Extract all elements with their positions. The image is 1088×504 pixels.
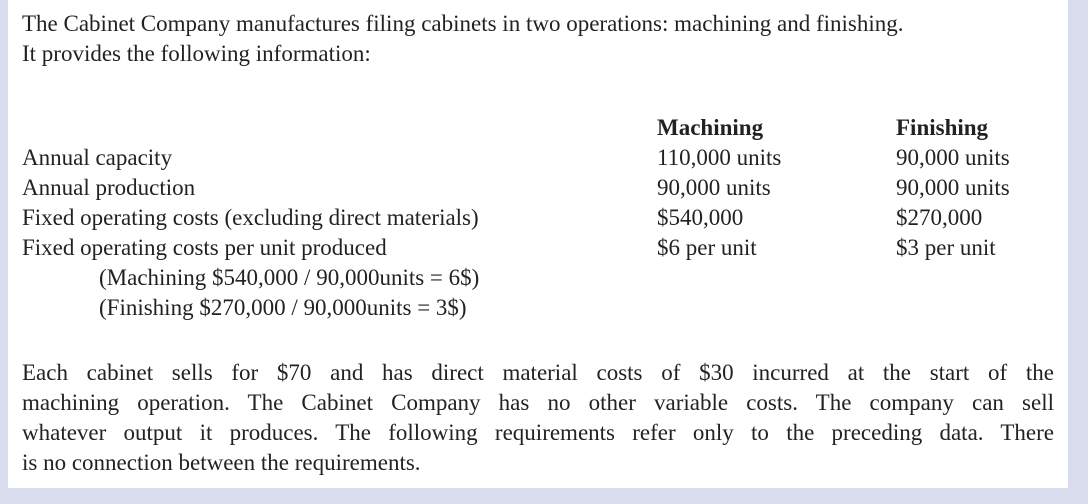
machining-cost-per-unit: $6 per unit	[657, 235, 757, 260]
machining-production: 90,000 units	[657, 175, 771, 200]
finishing-cost-per-unit: $3 per unit	[896, 235, 996, 260]
label-fixed-costs-per-unit: Fixed operating costs per unit produced	[22, 235, 387, 260]
label-annual-production: Annual production	[22, 175, 196, 200]
intro-paragraph	[22, 9, 1058, 69]
machining-column	[657, 113, 781, 263]
machining-fixed-costs: $540,000	[657, 205, 744, 230]
finishing-header: Finishing	[896, 115, 989, 140]
label-fixed-operating-costs: Fixed operating costs (excluding direct materials)	[22, 205, 479, 230]
finishing-capacity: 90,000 units	[896, 145, 1010, 170]
calc-finishing: (Finishing $270,000 / 90,000units = 3$)	[99, 295, 467, 320]
machining-capacity: 110,000 units	[657, 145, 782, 170]
finishing-production: 90,000 units	[896, 175, 1010, 200]
row-labels	[22, 143, 479, 323]
finishing-fixed-costs: $270,000	[896, 205, 983, 230]
finishing-column	[896, 113, 1010, 263]
intro-line: The Cabinet Company manufactures filing cabinets in two operations: machining and finishing.	[22, 11, 904, 36]
outro-line: Each cabinet sells for $70 and has direct material costs of $30 incurred at the start of the	[22, 360, 1054, 385]
calc-machining: (Machining $540,000 / 90,000units = 6$)	[99, 265, 480, 290]
outro-line: whatever output it produces. The following requirements refer only to the preceding data. There	[22, 420, 1054, 445]
machining-header: Machining	[657, 115, 764, 140]
outro-line: is no connection between the requirements.	[22, 450, 421, 475]
label-annual-capacity: Annual capacity	[22, 145, 173, 170]
problem-panel	[8, 0, 1068, 488]
outro-line: machining operation. The Cabinet Company has no other variable costs. The company can sell	[22, 390, 1054, 415]
outro-paragraph	[22, 358, 1054, 478]
intro-line: It provides the following information:	[22, 41, 371, 66]
